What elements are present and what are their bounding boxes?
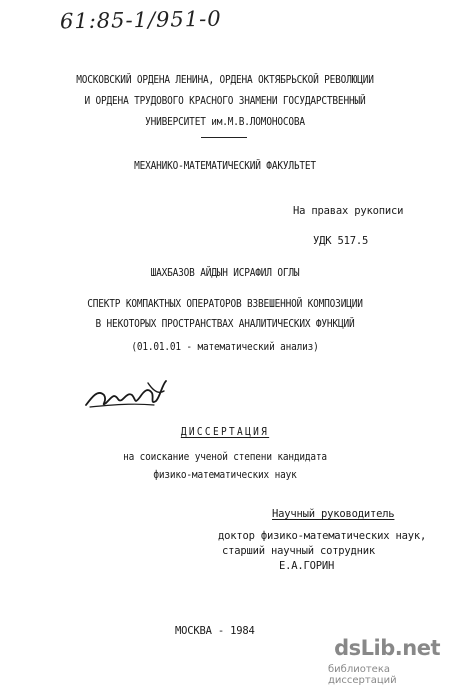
author-name: ШАХБАЗОВ АЙДЫН ИСРАФИЛ ОГЛЫ: [150, 267, 300, 279]
specialty-code: (01.01.01 - математический анализ): [131, 341, 319, 353]
faculty: МЕХАНИКО-МАТЕМАТИЧЕСКИЙ ФАКУЛЬТЕТ: [134, 160, 316, 172]
author-signature: [82, 375, 172, 415]
university-line-1: МОСКОВСКИЙ ОРДЕНА ЛЕНИНА, ОРДЕНА ОКТЯБРЬСКОЙ РЕВОЛЮЦИИ: [76, 74, 374, 86]
university-line-2: И ОРДЕНА ТРУДОВОГО КРАСНОГО ЗНАМЕНИ ГОСУДАРСТВЕННЫЙ: [84, 95, 366, 107]
degree-line-1: на соискание ученой степени кандидата: [123, 451, 327, 463]
archive-stamp-number: 61:85-1/951-0: [59, 6, 222, 34]
city-year: МОСКВА - 1984: [175, 625, 255, 637]
supervisor-name: Е.А.ГОРИН: [279, 560, 335, 572]
supervisor-position: старший научный сотрудник: [222, 545, 376, 557]
university-line-3: УНИВЕРСИТЕТ им.М.В.ЛОМОНОСОВА: [145, 116, 305, 128]
site-watermark[interactable]: [328, 636, 446, 686]
dissertation-title-line-2: В НЕКОТОРЫХ ПРОСТРАНСТВАХ АНАЛИТИЧЕСКИХ ФУНКЦИЙ: [95, 318, 355, 330]
udk-code: УДК 517.5: [313, 235, 369, 247]
watermark-logo: dsLib.net: [334, 636, 440, 660]
document-type: [23, 426, 428, 438]
degree-line-2: физико-математических наук: [153, 469, 297, 481]
watermark-caption: библиотека диссертаций: [328, 664, 397, 686]
supervisor-degree: доктор физико-математических наук,: [218, 530, 427, 542]
manuscript-rights: На правах рукописи: [293, 205, 404, 217]
supervisor-heading: Научный руководитель: [272, 508, 395, 520]
dissertation-title-line-1: СПЕКТР КОМПАКТНЫХ ОПЕРАТОРОВ ВЗВЕШЕННОЙ КОМПОЗИЦИИ: [87, 298, 363, 310]
divider: [201, 137, 247, 138]
document-type-label: ДИССЕРТАЦИЯ: [180, 426, 270, 438]
